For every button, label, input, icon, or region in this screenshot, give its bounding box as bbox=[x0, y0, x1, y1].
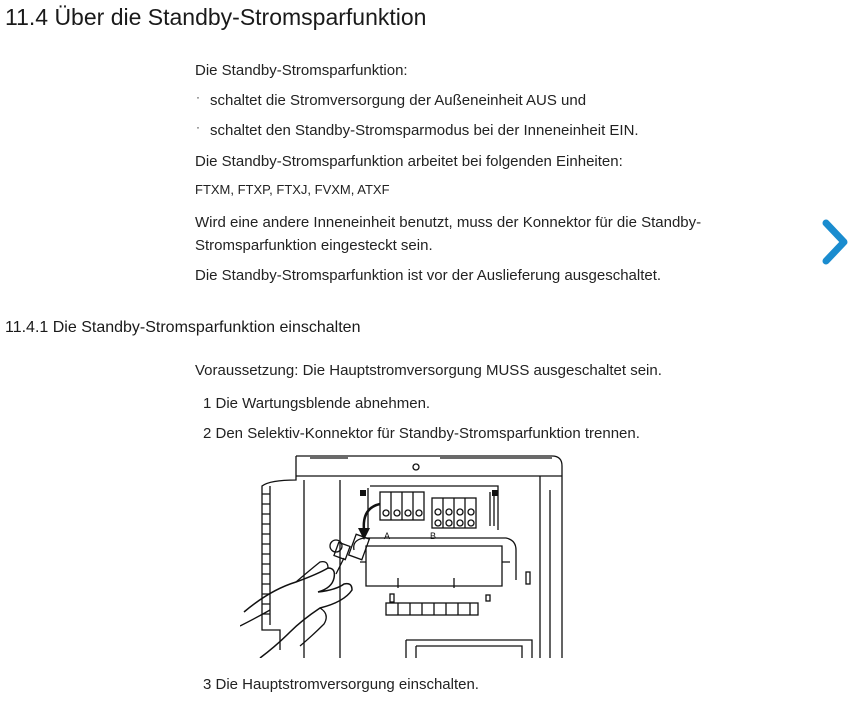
page-title: 11.4 Über die Standby-Stromsparfunktion bbox=[5, 4, 427, 30]
other-unit-text-line2: Stromsparfunktion eingesteckt sein. bbox=[195, 237, 433, 254]
connector-figure bbox=[240, 450, 570, 658]
bullet-marker: · bbox=[196, 90, 200, 104]
figure-label-a: A bbox=[384, 531, 391, 541]
prerequisite-text: Voraussetzung: Die Hauptstromversorgung MUSS ausgeschaltet sein. bbox=[195, 362, 662, 379]
step-2: 2 Den Selektiv-Konnektor für Standby-Stromsparfunktion trennen. bbox=[203, 425, 640, 442]
step-1: 1 Die Wartungsblende abnehmen. bbox=[203, 395, 431, 412]
section-subtitle: 11.4.1 Die Standby-Stromsparfunktion einschalten bbox=[5, 319, 361, 336]
units-intro-text: Die Standby-Stromsparfunktion arbeitet bei folgenden Einheiten: bbox=[195, 153, 623, 170]
factory-state-text: Die Standby-Stromsparfunktion ist vor der Auslieferung ausgeschaltet. bbox=[195, 267, 662, 284]
chevron-right-icon bbox=[818, 217, 849, 267]
bullet-item: schaltet die Stromversorgung der Außeneinheit AUS und bbox=[210, 92, 587, 109]
units-list: FTXM, FTXP, FTXJ, FVXM, ATXF bbox=[195, 182, 390, 197]
intro-text: Die Standby-Stromsparfunktion: bbox=[195, 62, 408, 79]
next-page-button[interactable] bbox=[818, 217, 849, 267]
figure-label-b: B bbox=[430, 531, 437, 541]
bullet-item: schaltet den Standby-Stromsparmodus bei der Inneneinheit EIN. bbox=[210, 122, 639, 139]
step-3: 3 Die Hauptstromversorgung einschalten. bbox=[203, 676, 479, 693]
other-unit-text-line1: Wird eine andere Inneneinheit benutzt, muss der Konnektor für die Standby- bbox=[195, 214, 702, 231]
bullet-marker: · bbox=[196, 120, 200, 134]
